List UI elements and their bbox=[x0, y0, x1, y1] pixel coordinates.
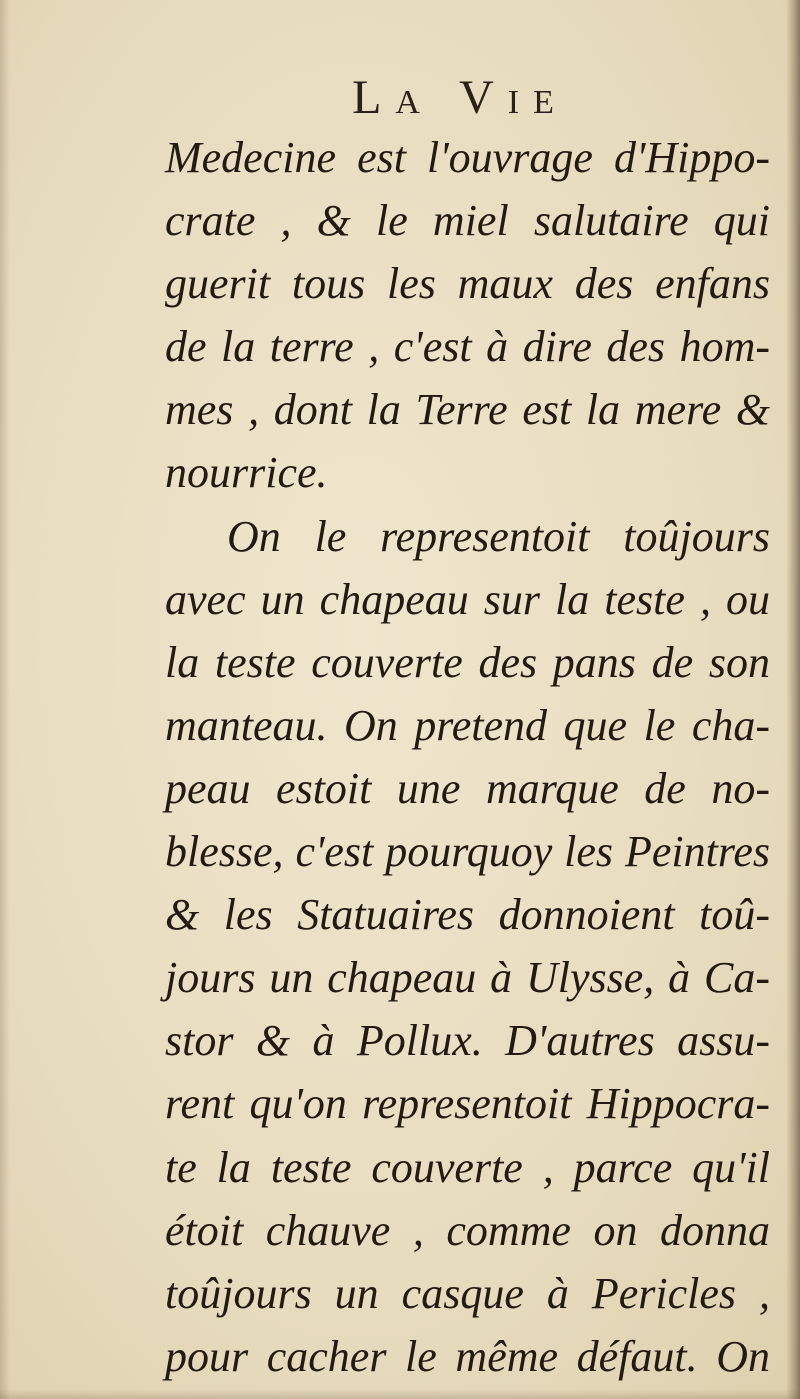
text-line: de la terre , c'est à dire des hom- bbox=[165, 322, 770, 372]
text-line: On le representoit toûjours bbox=[227, 511, 770, 561]
text-line: te la teste couverte , parce qu'il bbox=[165, 1142, 770, 1192]
text-line: jours un chapeau à Ulysse, à Ca- bbox=[165, 953, 770, 1003]
text-line: guerit tous les maux des enfans bbox=[165, 259, 770, 309]
text-line: crate , & le miel salutaire qui bbox=[165, 196, 770, 246]
text-line: étoit chauve , comme on donna bbox=[165, 1205, 770, 1255]
text-line: & les Statuaires donnoient toû- bbox=[165, 890, 770, 940]
page-left-shadow bbox=[0, 0, 10, 1399]
text-line: Medecine est l'ouvrage d'Hippo- bbox=[165, 133, 770, 182]
page-right-edge bbox=[786, 0, 800, 1399]
text-line: blesse, c'est pourquoy les Peintres bbox=[165, 827, 770, 877]
text-line: mes , dont la Terre est la mere & bbox=[165, 385, 770, 435]
text-line: la teste couverte des pans de son bbox=[165, 637, 770, 687]
text-line: manteau. On pretend que le cha- bbox=[165, 700, 770, 750]
text-line: toûjours un casque à Pericles , bbox=[165, 1268, 770, 1318]
body-text bbox=[165, 126, 770, 1388]
page-bottom-shadow bbox=[0, 1389, 800, 1399]
text-line: rent qu'on representoit Hippocra- bbox=[165, 1079, 770, 1129]
text-line: pour cacher le même défaut. On bbox=[165, 1331, 770, 1381]
text-line: avec un chapeau sur la teste , ou bbox=[165, 574, 770, 624]
text-line: nourrice. bbox=[165, 448, 328, 498]
text-line: peau estoit une marque de no- bbox=[165, 763, 770, 813]
running-head: La Vie bbox=[352, 71, 568, 124]
text-line: stor & à Pollux. D'autres assu- bbox=[165, 1016, 770, 1066]
